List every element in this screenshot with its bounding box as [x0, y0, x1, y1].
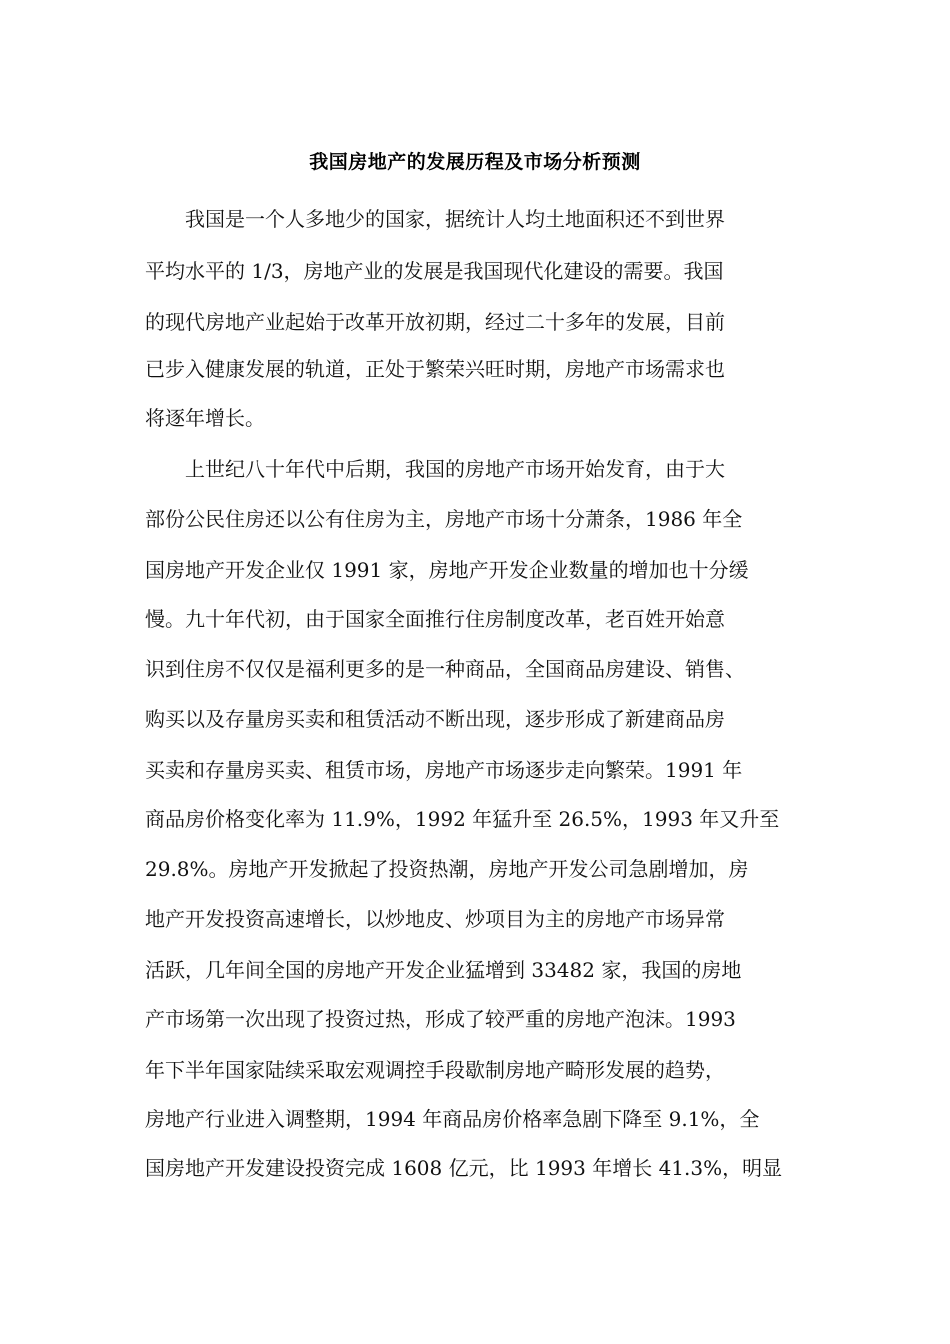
paragraph-1-line-5: 将逐年增长。	[145, 406, 265, 430]
paragraph-2-line-8: 商品房价格变化率为 11.9%，1992 年猛升至 26.5%，1993 年又升至	[145, 807, 780, 831]
paragraph-1-line-1: 我国是一个人多地少的国家，据统计人均土地面积还不到世界	[185, 207, 725, 231]
paragraph-1-line-4: 已步入健康发展的轨道，正处于繁荣兴旺时期，房地产市场需求也	[145, 357, 725, 381]
paragraph-2-line-1: 上世纪八十年代中后期，我国的房地产市场开始发育，由于大	[185, 457, 725, 481]
paragraph-2-line-11: 活跃，几年间全国的房地产开发企业猛增到 33482 家，我国的房地	[145, 958, 742, 982]
paragraph-2-line-9: 29.8%。房地产开发掀起了投资热潮，房地产开发公司急剧增加，房	[145, 857, 749, 881]
paragraph-2-line-2: 部份公民住房还以公有住房为主，房地产市场十分萧条，1986 年全	[145, 507, 743, 531]
paragraph-1-line-2: 平均水平的 1/3，房地产业的发展是我国现代化建设的需要。我国	[145, 259, 724, 283]
paragraph-2-line-10: 地产开发投资高速增长，以炒地皮、炒项目为主的房地产市场异常	[145, 907, 725, 931]
paragraph-2-line-7: 买卖和存量房买卖、租赁市场，房地产市场逐步走向繁荣。1991 年	[145, 758, 743, 782]
paragraph-2-line-4: 慢。九十年代初，由于国家全面推行住房制度改革，老百姓开始意	[145, 607, 725, 631]
paragraph-2-line-14: 房地产行业进入调整期，1994 年商品房价格率急剧下降至 9.1%，全	[145, 1107, 760, 1131]
paragraph-1-line-3: 的现代房地产业起始于改革开放初期，经过二十多年的发展，目前	[145, 310, 725, 334]
paragraph-2-line-15: 国房地产开发建设投资完成 1608 亿元，比 1993 年增长 41.3%，明显	[145, 1156, 783, 1180]
paragraph-2-line-12: 产市场第一次出现了投资过热，形成了较严重的房地产泡沫。1993	[145, 1007, 736, 1031]
paragraph-2-line-6: 购买以及存量房买卖和租赁活动不断出现，逐步形成了新建商品房	[145, 707, 725, 731]
paragraph-2-line-5: 识到住房不仅仅是福利更多的是一种商品，全国商品房建设、销售、	[145, 657, 745, 681]
document-title: 我国房地产的发展历程及市场分析预测	[309, 151, 641, 173]
paragraph-2-line-3: 国房地产开发企业仅 1991 家，房地产开发企业数量的增加也十分缓	[145, 558, 749, 582]
paragraph-2-line-13: 年下半年国家陆续采取宏观调控手段歇制房地产畸形发展的趋势，	[145, 1058, 725, 1082]
